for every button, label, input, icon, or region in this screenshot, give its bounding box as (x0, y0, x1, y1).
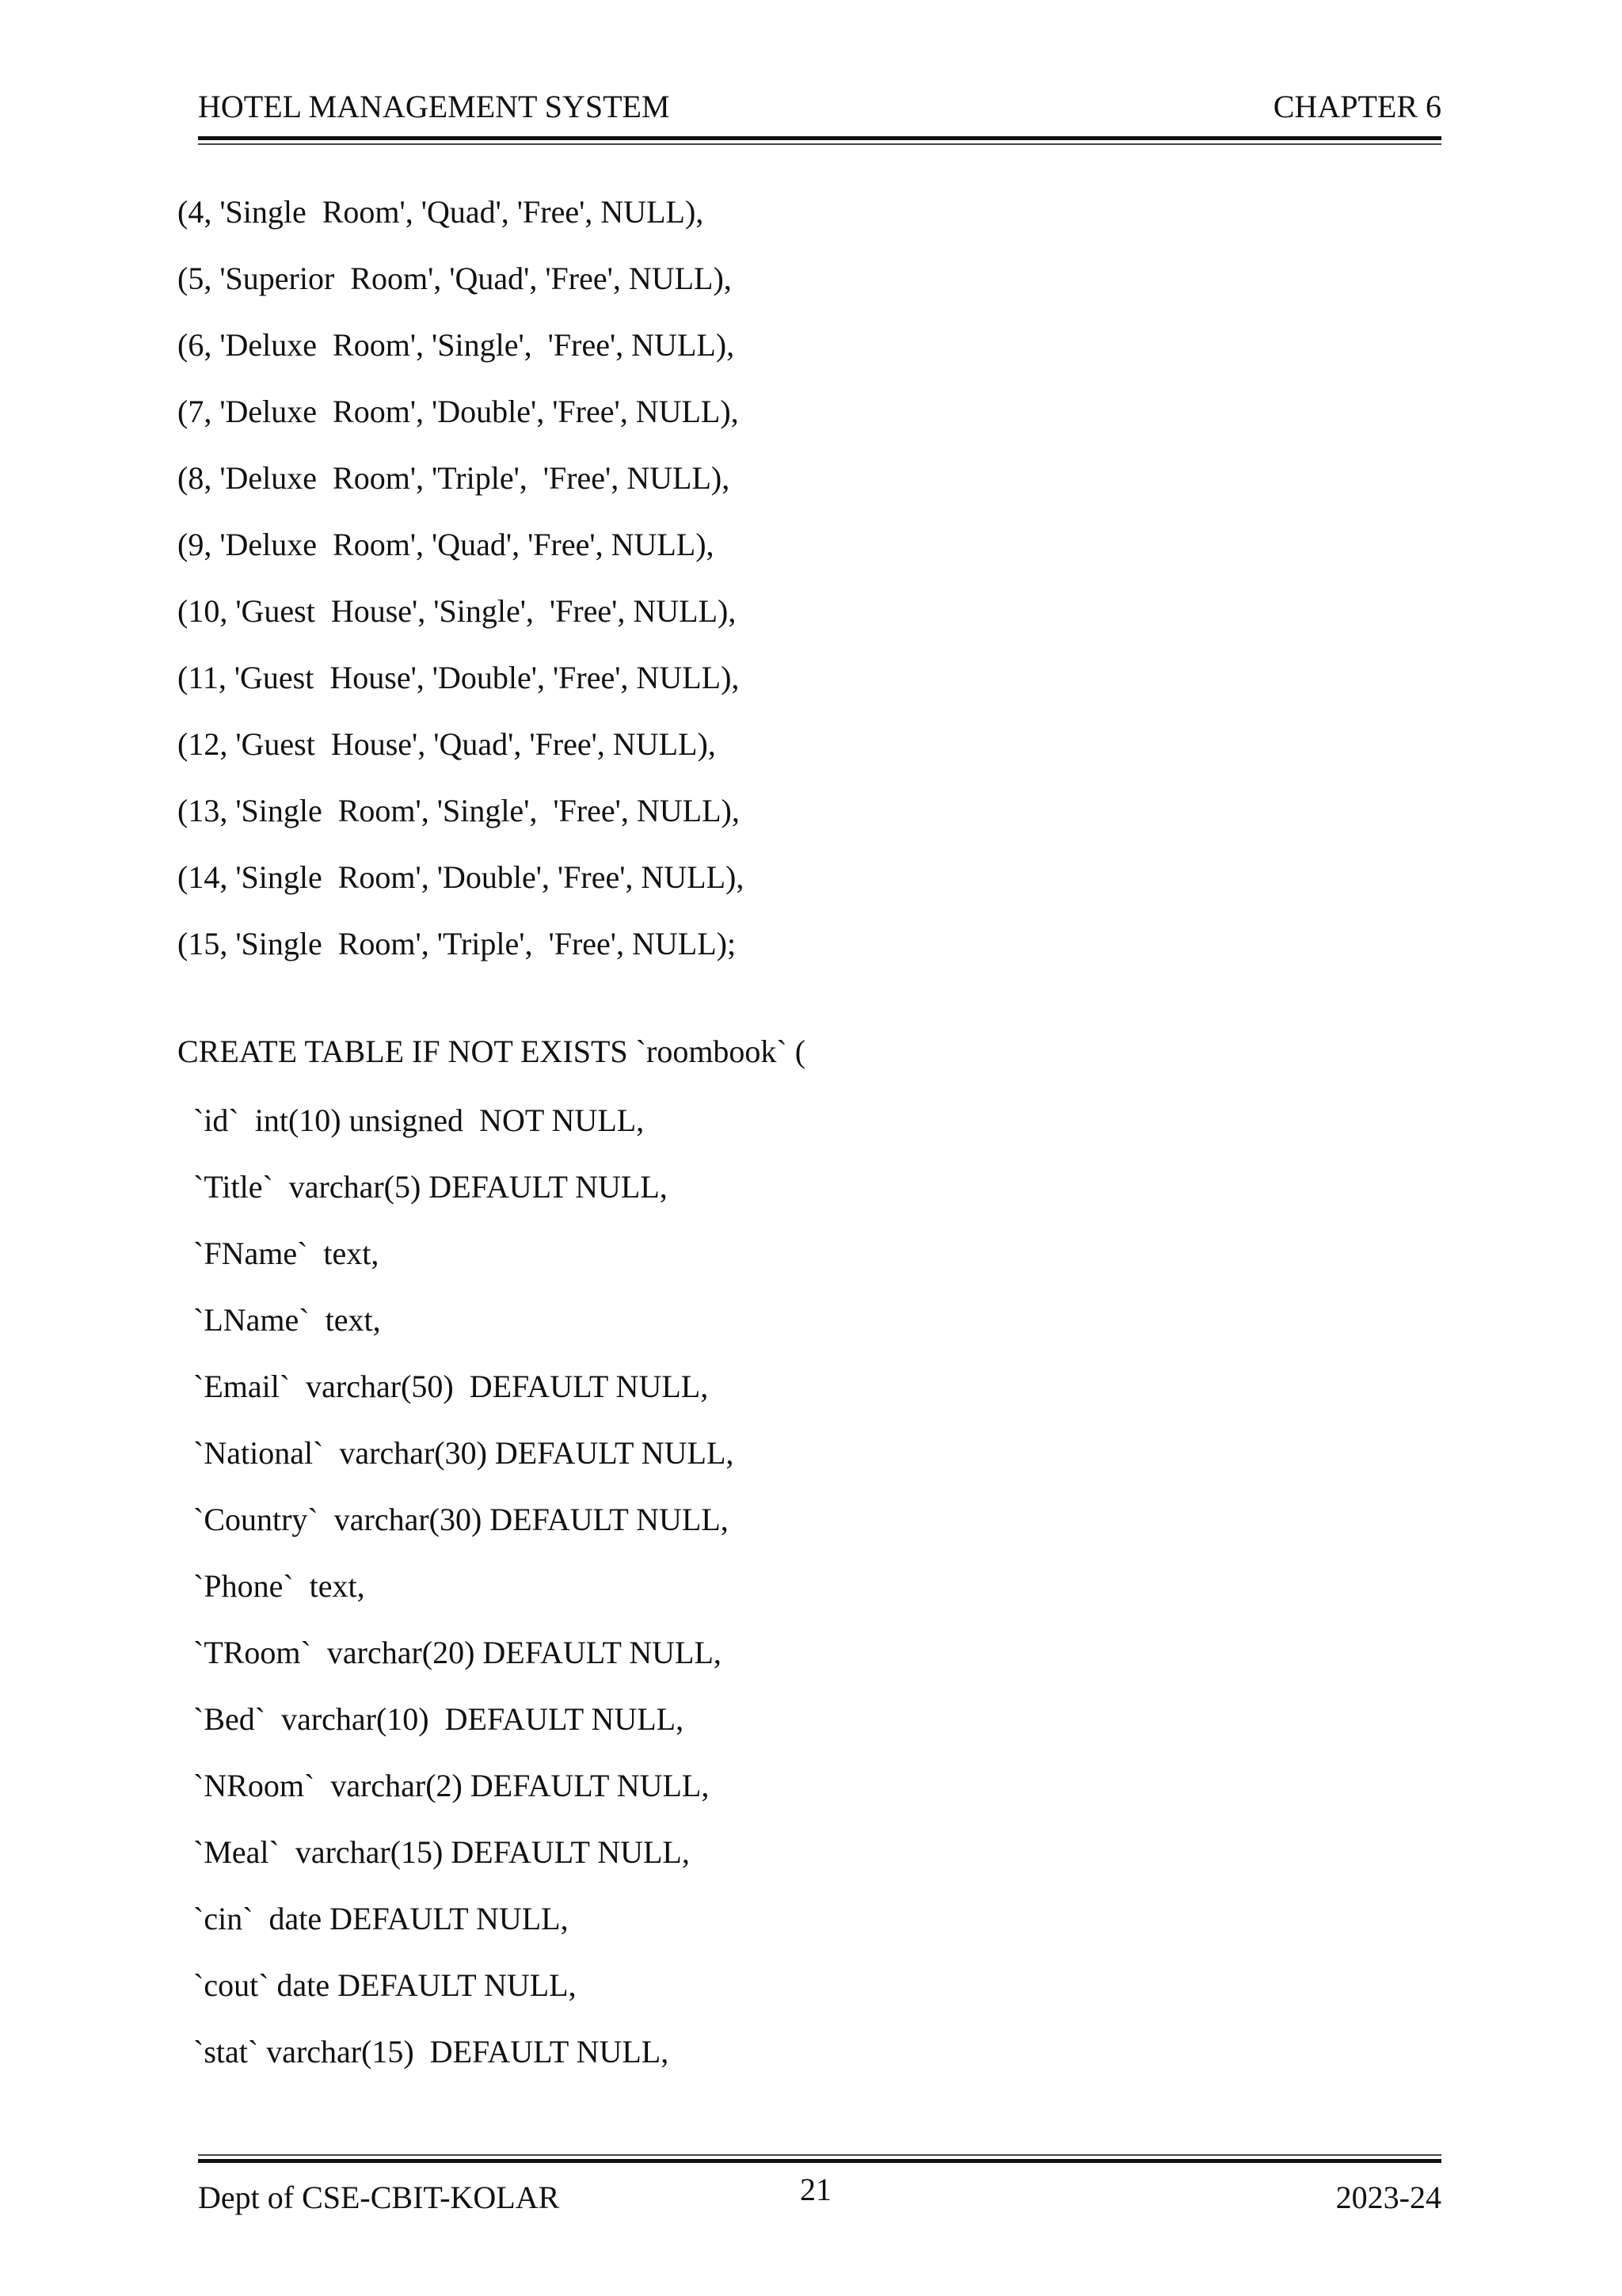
code-line: (7, 'Deluxe Room', 'Double', 'Free', NULL), (177, 394, 739, 429)
column-definition: `Phone` text, (177, 1568, 365, 1604)
column-definition: `stat` varchar(15) DEFAULT NULL, (177, 2034, 669, 2069)
create-table-statement: CREATE TABLE IF NOT EXISTS `roombook` ( (177, 1034, 806, 1069)
column-definition: `Meal` varchar(15) DEFAULT NULL, (177, 1834, 690, 1870)
code-line: (5, 'Superior Room', 'Quad', 'Free', NULL), (177, 261, 732, 296)
column-definition: `NRoom` varchar(2) DEFAULT NULL, (177, 1768, 710, 1803)
column-definition: `cout` date DEFAULT NULL, (177, 1967, 577, 2003)
column-definition: `TRoom` varchar(20) DEFAULT NULL, (177, 1635, 722, 1670)
footer-divider-thin (198, 2154, 1441, 2156)
header-divider (198, 136, 1441, 140)
code-line: (10, 'Guest House', 'Single', 'Free', NULL), (177, 593, 737, 629)
page-header (198, 87, 1441, 127)
code-line: (6, 'Deluxe Room', 'Single', 'Free', NULL), (177, 327, 735, 363)
code-line: (13, 'Single Room', 'Single', 'Free', NULL), (177, 793, 740, 828)
column-definition: `Title` varchar(5) DEFAULT NULL, (177, 1169, 668, 1205)
footer-year: 2023-24 (1335, 2180, 1441, 2215)
code-line: (11, 'Guest House', 'Double', 'Free', NULL), (177, 660, 740, 695)
code-line: (12, 'Guest House', 'Quad', 'Free', NULL), (177, 726, 716, 762)
footer-department: Dept of CSE-CBIT-KOLAR (198, 2180, 560, 2215)
column-definition: `id` int(10) unsigned NOT NULL, (177, 1102, 645, 1138)
column-definition: `FName` text, (177, 1236, 379, 1271)
code-line: (15, 'Single Room', 'Triple', 'Free', NULL); (177, 926, 737, 961)
code-line: (4, 'Single Room', 'Quad', 'Free', NULL), (177, 194, 704, 230)
code-line: (8, 'Deluxe Room', 'Triple', 'Free', NULL), (177, 460, 730, 496)
page-number: 21 (800, 2172, 832, 2207)
code-line: (14, 'Single Room', 'Double', 'Free', NULL), (177, 859, 744, 895)
column-definition: `National` varchar(30) DEFAULT NULL, (177, 1435, 734, 1471)
header-chapter: CHAPTER 6 (1273, 89, 1441, 124)
column-definition: `Country` varchar(30) DEFAULT NULL, (177, 1502, 729, 1537)
header-divider-thin (198, 143, 1441, 145)
column-definition: `Bed` varchar(10) DEFAULT NULL, (177, 1701, 684, 1737)
header-title: HOTEL MANAGEMENT SYSTEM (198, 89, 670, 124)
column-definition: `LName` text, (177, 1302, 381, 1338)
footer-divider (198, 2159, 1441, 2163)
column-definition: `cin` date DEFAULT NULL, (177, 1901, 569, 1936)
code-line: (9, 'Deluxe Room', 'Quad', 'Free', NULL), (177, 527, 714, 562)
column-definition: `Email` varchar(50) DEFAULT NULL, (177, 1369, 709, 1404)
